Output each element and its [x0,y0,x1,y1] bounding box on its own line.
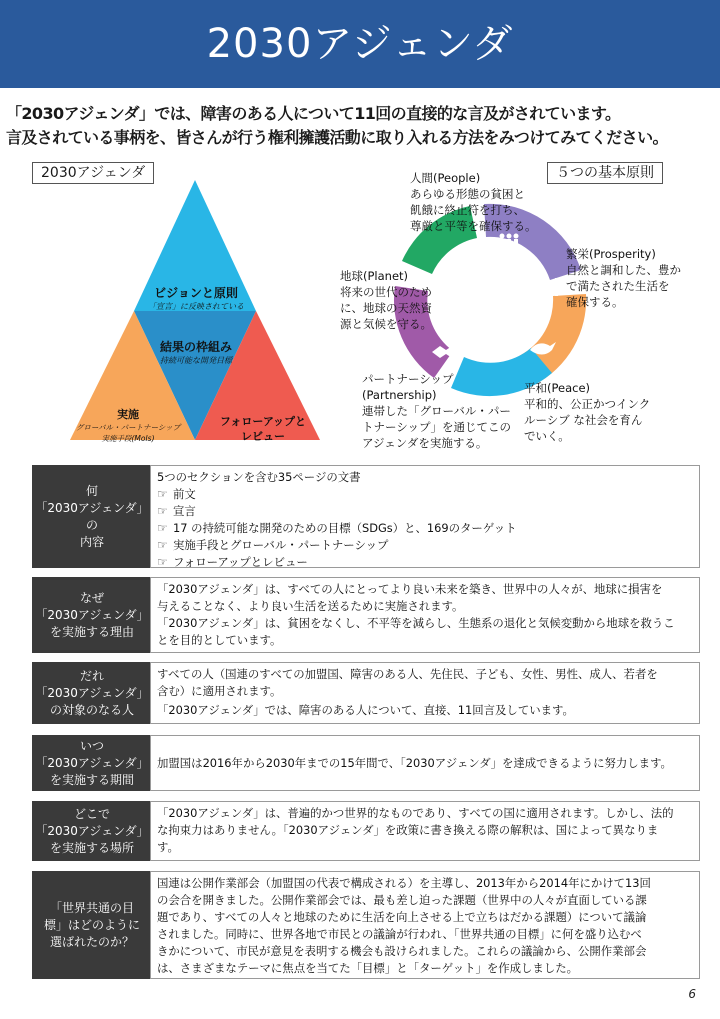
triangle-left-subtitle-2: 実施手段(MoIs) [101,434,155,443]
row-label: 「世界共通の目 標」はどのように 選ばれたのか？ [32,871,152,979]
row-label: なぜ 「2030アジェンダ」 を実施する理由 [32,577,152,653]
row-what [32,465,700,568]
row-who [32,662,700,724]
intro-text [6,102,718,150]
list-item: ☞ 宣言 [157,504,196,518]
pointing-hand-icon: ☞ [157,521,168,535]
people-icon [500,234,519,248]
triangle-tag: 2030アジェンダ [32,162,154,184]
principle-partnership: パートナーシップ (Partnership) 連帯した「グローバル・パー トナーシップ」を通じてこの アジェンダを実施する。 [362,372,512,450]
triangle-left-subtitle-1: グローバル・パートナーシップ [75,423,181,432]
triangle-left-title: 実施 [117,408,139,421]
triangle-center-subtitle: 持続可能な開発目標 [160,356,232,365]
prosperity-chart-icon [545,278,558,296]
pointing-hand-icon: ☞ [157,504,168,518]
row-content: すべての人（国連のすべての加盟国、障害のある人、先住民、子ども、女性、男性、成人、若者を 含む）に適用されます。 「2030アジェンダ」では、障害のある人について、直接、11回言及しています。 [150,662,700,724]
planet-leaf-icon [438,259,458,276]
principles-tag: ５つの基本原則 [547,162,663,184]
triangle-top-subtitle: 「宣言」に反映されている [148,302,244,311]
list-item: ☞ 実施手段とグローバル・パートナーシップ [157,538,389,552]
row-content: 「2030アジェンダ」は、普遍的かつ世界的なものであり、すべての国に適用されます。しかし、法的 な拘束力はありません。「2030アジェンダ」を政策に書き換える際の解釈は、国によって異なりま す。 [150,801,700,861]
row-label: どこで 「2030アジェンダ」 を実施する場所 [32,801,152,861]
pointing-hand-icon: ☞ [157,555,168,569]
pointing-hand-icon: ☞ [157,487,168,501]
list-item: ☞ 17 の持続可能な開発のための目標（SDGs）と、169のターゲット [157,521,517,535]
row-how-chosen [32,871,700,979]
list-item: ☞ フォローアップとレビュー [157,555,308,569]
row-label: いつ 「2030アジェンダ」 を実施する期間 [32,735,152,791]
row-when [32,735,700,791]
pointing-hand-icon: ☞ [157,538,168,552]
triangle-right-title-1: フォローアップと [219,415,307,428]
principle-peace: 平和(Peace) 平和的、公正かつインク ルーシブ な社会を育ん でいく。 [524,381,651,443]
row-content: 国連は公開作業部会（加盟国の代表で構成される）を主導し、2013年から2014年にかけて13回 の会合を開きました。公開作業部会では、最も差し迫った課題（世界中の人々が直面している課 題であり、すべての人々と地球のために生活を向上させる上で立ちはだかる課題）について議論 されました。同時に、世界各地で市民との議論が行われ、「世界共通の目標」に何を盛り込むべ きかについて、市民が意見を表明する機会も設けられました。これらの議論から、公開作業部会 は、さまざまなテーマに焦点を当てた「目標」と「ターゲット」を作成しました。 [150,871,700,979]
row-where [32,801,700,861]
page-number: 6 [688,987,696,1001]
list-item: ☞ 前文 [157,487,196,501]
row-content: 5つのセクションを含む35ページの文書 ☞ 前文 ☞ 宣言 ☞ 17 の持続可能な開発のための目標（SDGs）と、169のターゲット ☞ 実施手段とグローバル・パートナーシップ ☞ フォローアップとレビュー [150,465,700,568]
intro-line-2: 言及されている事柄を、皆さんが行う権利擁護活動に取り入れる方法をみつけてみてください。 [6,128,668,147]
triangle-center-title: 結果の枠組み [159,340,232,354]
principle-people: 人間(People) あらゆる形態の貧困と 飢餓に終止符を打ち、 尊厳と平等を確保する。 [410,171,537,233]
triangle-top-title: ビジョンと原則 [154,286,238,300]
triangle-right-title-2: レビュー [241,430,285,443]
row-label: 何 「2030アジェンダ」の 内容 [32,465,152,568]
page-header [0,0,720,88]
row-content: 加盟国は2016年から2030年までの15年間で、「2030アジェンダ」を達成できるように努力します。 [150,735,700,791]
page-title: 2030アジェンダ [206,21,514,67]
intro-line-1: 「2030アジェンダ」では、障害のある人について11回の直接的な言及がされています。 [6,104,621,123]
principle-planet: 地球(Planet) 将来の世代のため に、地球の天然資 源と気候を守る。 [340,269,432,331]
row-content: 「2030アジェンダ」は、すべての人にとってより良い未来を築き、世界中の人々が、地球に損害を 与えることなく、より良い生活を送るために実施されます。 「2030アジェンダ」は、貧困をなくし、不平等を減らし、生態系の退化と気候変動から地球を救うこ とを目的としています。 [150,577,700,653]
row-why [32,577,700,653]
principle-prosperity: 繁栄(Prosperity) 自然と調和した、豊か で満たされた生活を 確保する。 [566,247,681,309]
row-label: だれ 「2030アジェンダ」 の対象のなる人 [32,662,152,724]
